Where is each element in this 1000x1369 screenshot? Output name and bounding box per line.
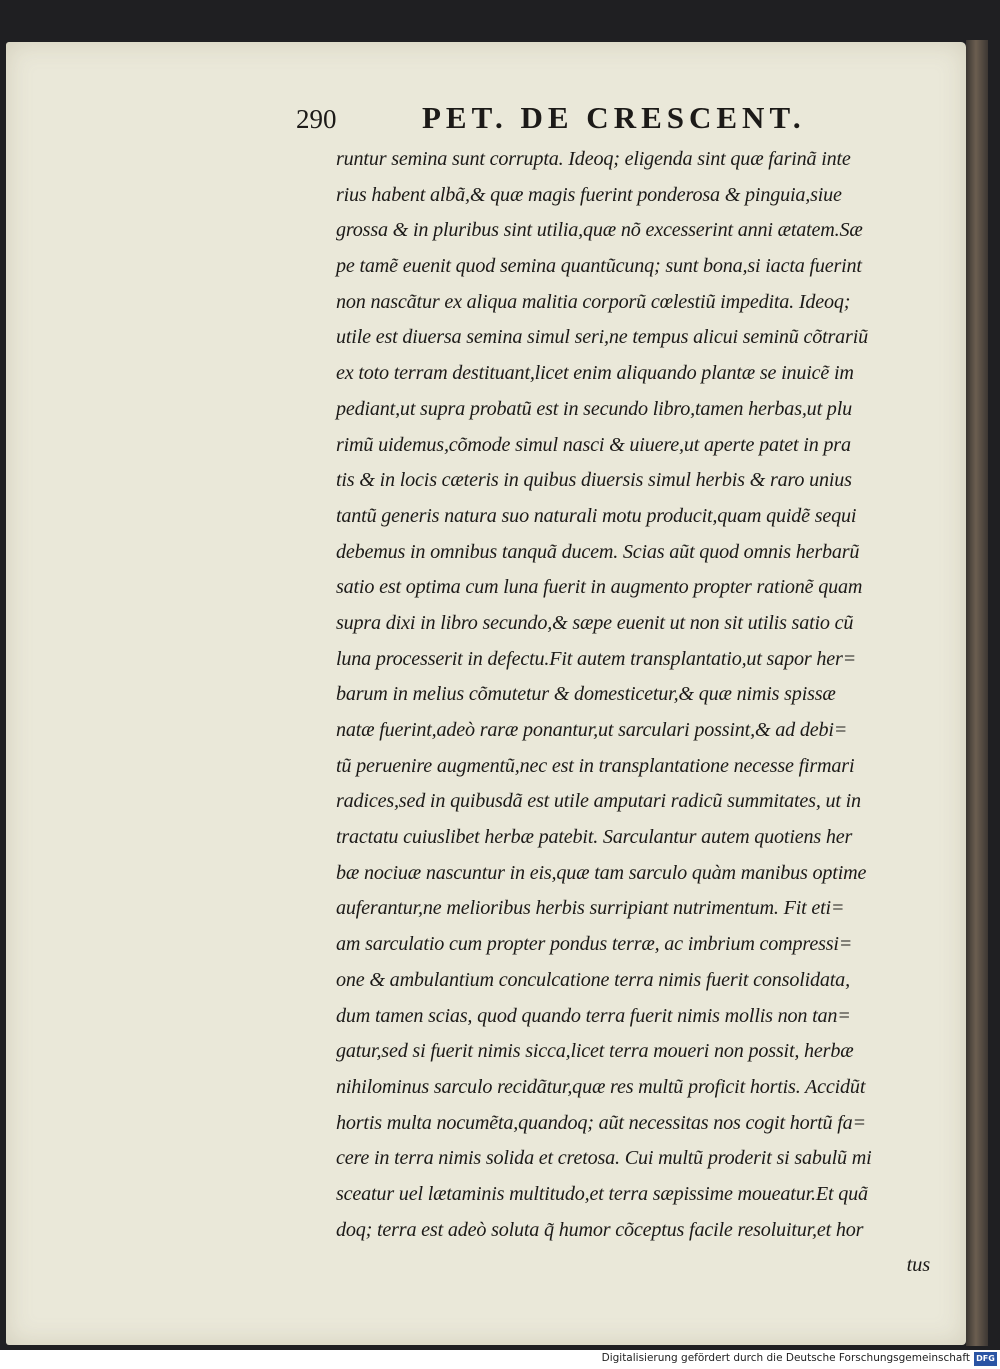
text-line: bæ nociuæ nascuntur in eis,quæ tam sarculo quàm manibus optime	[336, 861, 867, 884]
text-line: luna processerit in defectu.Fit autem transplantatio,ut sapor her=	[336, 647, 857, 670]
text-line: auferantur,ne melioribus herbis surripiant nutrimentum. Fit eti=	[336, 897, 845, 920]
text-line: supra dixi in libro secundo,& sæpe euenit ut non sit utilis satio cũ	[336, 611, 854, 634]
text-line: one & ambulantium conculcatione terra nimis fuerit consolidata,	[336, 968, 850, 991]
text-line: non nascãtur ex aliqua malitia corporũ cœlestiũ impedita. Ideoq;	[336, 290, 851, 313]
text-line: am sarculatio cum propter pondus terræ, ac imbrium compressi=	[336, 933, 853, 956]
funding-credit: Digitalisierung gefördert durch die Deutsche Forschungsgemeinschaft	[601, 1352, 970, 1364]
text-line: cere in terra nimis solida et cretosa. Cui multũ proderit si sabulũ mi	[336, 1147, 872, 1170]
text-line: nihilominus sarculo recidãtur,quæ res multũ proficit hortis. Accidũt	[336, 1075, 866, 1098]
text-line: tractatu cuiuslibet herbæ patebit. Sarculantur autem quotiens her	[336, 826, 853, 849]
dfg-logo-icon: DFG	[974, 1352, 997, 1366]
page-number: 290	[296, 104, 337, 134]
text-line: gatur,sed si fuerit nimis sicca,licet terra moueri non possit, herbæ	[336, 1040, 854, 1063]
text-line: rius habent albã,& quæ magis fuerint ponderosa & pinguia,siue	[336, 183, 842, 206]
text-line: tis & in locis cæteris in quibus diuersis simul herbis & raro unius	[336, 469, 852, 492]
text-line: pe tamẽ euenit quod semina quantũcunq; sunt bona,si iacta fuerint	[336, 255, 862, 278]
text-line: grossa & in pluribus sint utilia,quæ nõ excesserint anni ætatem.Sæ	[336, 219, 863, 242]
body-text	[336, 142, 936, 1284]
text-line: sceatur uel lætaminis multitudo,et terra sæpissime moueatur.Et quã	[336, 1182, 868, 1205]
text-line: ex toto terram destituant,licet enim aliquando plantæ se inuicẽ im	[336, 362, 854, 385]
footer-bar	[0, 1350, 1000, 1369]
text-line: pediant,ut supra probatũ est in secundo libro,tamen herbas,ut plu	[336, 397, 852, 420]
running-title: PET. DE CRESCENT.	[422, 100, 806, 135]
text-line: hortis multa nocumẽta,quandoq; aũt necessitas nos cogit hortũ fa=	[336, 1111, 866, 1134]
page-header	[296, 96, 896, 140]
text-line: debemus in omnibus tanquã ducem. Scias aũt quod omnis herbarũ	[336, 540, 860, 563]
text-line: satio est optima cum luna fuerit in augmento propter rationẽ quam	[336, 576, 863, 599]
book-edge	[966, 40, 988, 1346]
text-line: runtur semina sunt corrupta. Ideoq; eligenda sint quæ farinã inte	[336, 148, 851, 170]
text-line: utile est diuersa semina simul seri,ne tempus alicui seminũ cõtrariũ	[336, 326, 868, 349]
text-line: natæ fuerint,adeò raræ ponantur,ut sarculari possint,& ad debi=	[336, 719, 848, 741]
text-line: dum tamen scias, quod quando terra fuerit nimis mollis non tan=	[336, 1004, 851, 1027]
text-line: barum in melius cõmutetur & domesticetur,& quæ nimis spissæ	[336, 683, 836, 706]
text-line: doq; terra est adeò soluta q̃ humor cõceptus facile resoluitur,et hor	[336, 1218, 864, 1241]
text-line: tantũ generis natura suo naturali motu producit,quam quidẽ sequi	[336, 504, 857, 527]
text-line: rimũ uidemus,cõmode simul nasci & uiuere,ut aperte patet in pra	[336, 433, 851, 456]
catchword: tus	[906, 1254, 930, 1277]
text-line: tũ peruenire augmentũ,nec est in transplantatione necesse firmari	[336, 754, 855, 777]
text-line: radices,sed in quibusdã est utile amputari radicũ summitates, ut in	[336, 790, 861, 813]
